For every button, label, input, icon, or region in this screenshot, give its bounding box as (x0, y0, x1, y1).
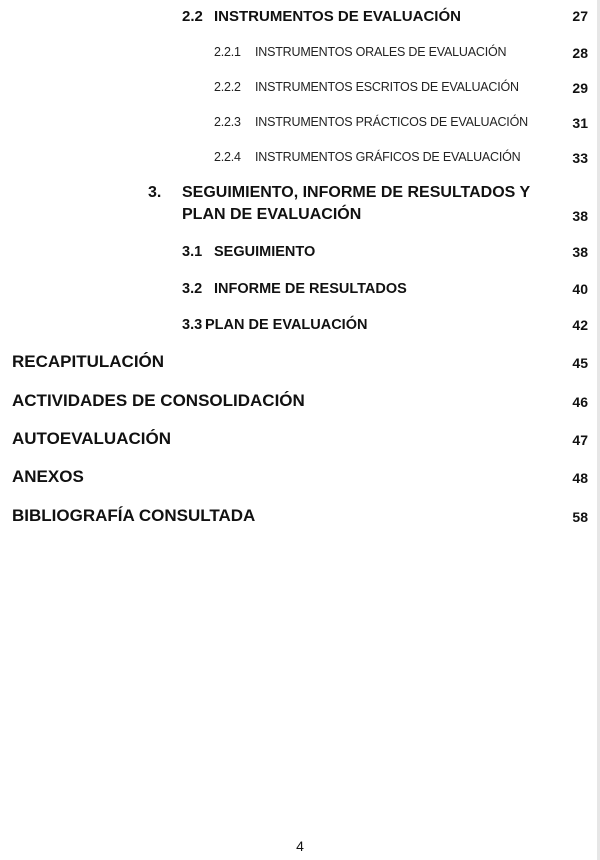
toc-entry-page: 38 (572, 208, 588, 224)
toc-entry-title: INSTRUMENTOS ORALES DE EVALUACIÓN (255, 45, 507, 59)
toc-entry-number: 3.3 (182, 317, 203, 333)
toc-entry-3-1[interactable] (0, 244, 600, 264)
toc-entry-2-2[interactable] (0, 8, 600, 28)
toc-entry-title: INFORME DE RESULTADOS (214, 281, 407, 297)
toc-entry-number: 2.2.4 (214, 150, 241, 164)
toc-entry-page: 33 (572, 150, 588, 166)
toc-entry-page: 46 (572, 394, 588, 410)
toc-entry-2-2-2[interactable] (0, 80, 600, 98)
toc-entry-page: 31 (572, 115, 588, 131)
toc-entry-title: AUTOEVALUACIÓN (12, 429, 171, 448)
toc-entry-page: 47 (572, 432, 588, 448)
toc-entry-number: 2.2.1 (214, 45, 241, 59)
toc-entry-title: SEGUIMIENTO (214, 244, 316, 260)
toc-entry-page: 38 (572, 244, 588, 260)
toc-entry-title: INSTRUMENTOS PRÁCTICOS DE EVALUACIÓN (255, 115, 528, 129)
toc-entry-title-line2: PLAN DE EVALUACIÓN (182, 206, 362, 223)
toc-entry-title: INSTRUMENTOS ESCRITOS DE EVALUACIÓN (255, 80, 519, 94)
toc-entry-number: 3. (148, 184, 162, 201)
page-number: 4 (296, 838, 304, 854)
toc-entry-title: ACTIVIDADES DE CONSOLIDACIÓN (12, 391, 305, 410)
toc-entry-anexos[interactable] (0, 467, 600, 489)
toc-entry-number: 3.2 (182, 281, 203, 297)
toc-entry-3[interactable] (0, 182, 600, 230)
toc-entry-title: INSTRUMENTOS DE EVALUACIÓN (214, 8, 461, 25)
toc-entry-title: RECAPITULACIÓN (12, 352, 165, 371)
toc-entry-page: 42 (572, 317, 588, 333)
toc-entry-actividades[interactable] (0, 391, 600, 413)
toc-entry-number: 2.2.3 (214, 115, 241, 129)
toc-entry-title: PLAN DE EVALUACIÓN (205, 317, 368, 333)
toc-entry-bibliografia[interactable] (0, 506, 600, 528)
toc-entry-page: 40 (572, 281, 588, 297)
toc-entry-autoevaluacion[interactable] (0, 429, 600, 451)
toc-entry-2-2-1[interactable] (0, 45, 600, 63)
toc-entry-recapitulacion[interactable] (0, 352, 600, 374)
toc-entry-title: BIBLIOGRAFÍA CONSULTADA (12, 506, 256, 525)
toc-entry-number: 2.2 (182, 8, 203, 25)
toc-entry-number: 2.2.2 (214, 80, 241, 94)
toc-entry-title: ANEXOS (12, 467, 84, 486)
toc-entry-3-2[interactable] (0, 281, 600, 301)
toc-entry-number: 3.1 (182, 244, 203, 260)
toc-entry-title: INSTRUMENTOS GRÁFICOS DE EVALUACIÓN (255, 150, 521, 164)
toc-entry-title-line1: SEGUIMIENTO, INFORME DE RESULTADOS Y (182, 184, 531, 201)
toc-entry-2-2-3[interactable] (0, 115, 600, 133)
toc-entry-page: 58 (572, 509, 588, 525)
toc-entry-page: 48 (572, 470, 588, 486)
toc-entry-3-3[interactable] (0, 317, 600, 337)
toc-entry-page: 29 (572, 80, 588, 96)
toc-entry-page: 45 (572, 355, 588, 371)
toc-entry-page: 27 (572, 8, 588, 24)
toc-entry-page: 28 (572, 45, 588, 61)
toc-entry-2-2-4[interactable] (0, 150, 600, 168)
